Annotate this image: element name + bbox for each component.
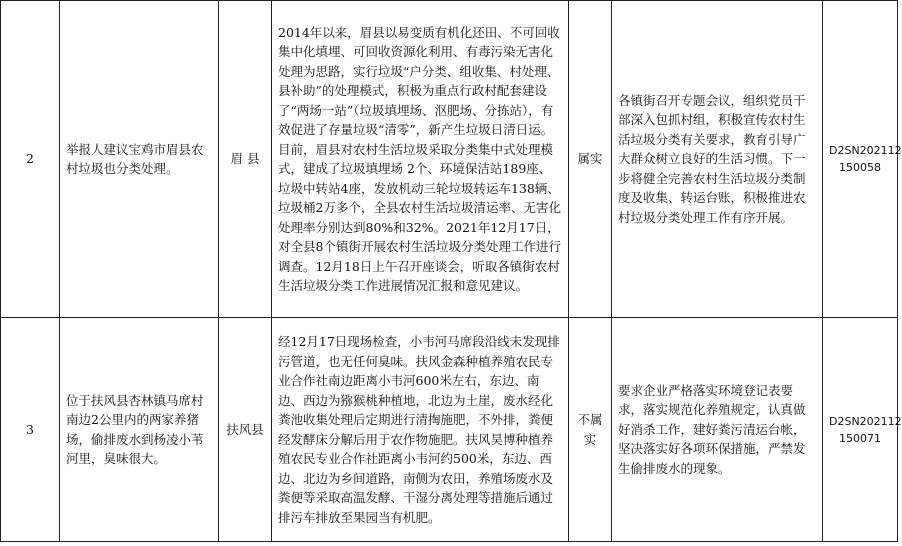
- complaint-content: 位于扶风县杏林镇马席村南边2公里内的两家养猪场，偷排废水到杨凌小苇河里，臭味很大。: [60, 318, 219, 542]
- investigation-details: 2014年以来，眉县以易变质有机化还田、不可回收集中化填埋、可回收资源化利用、有毒污染无害化处理为思路，实行垃圾“户分类、组收集、村处理、县补助”的处理模式，积极为重点行政村配套建设了“两场一站”（垃圾填埋场、沤肥场、分拣站），有效促进了存量垃圾“清零”，新产生垃圾日清日运。目前，眉县对农村生活垃圾采取分类集中式处理模式，建成了垃圾填埋场 2个、环境保洁站189座、垃圾中转站4座，发放机动三轮垃圾转运车138辆、垃圾桶2万多个，全县农村生活垃圾清运率、无害化处理率分别达到80%和32%。2021年12月17日，对全县8个镇街开展农村生活垃圾分类处理工作进行调查。12月18日上午召开座谈会，听取各镇街农村生活垃圾分类工作进展情况汇报和意见建议。: [272, 1, 569, 318]
- case-id-line1: D2SN202112: [829, 414, 902, 428]
- case-id-line2: 150071: [839, 431, 881, 445]
- administrative-area: 眉 县: [219, 1, 272, 318]
- table-row: [1, 1, 898, 318]
- case-id-line2: 150058: [839, 161, 881, 174]
- verification-status: 属实: [569, 1, 612, 318]
- table-row: [1, 318, 898, 542]
- row-number: 3: [1, 318, 60, 542]
- case-id: [823, 1, 902, 318]
- investigation-details: 经12月17日现场检查，小韦河马席段沿线未发现排污管道，也无任何臭味。扶风金森种植养殖农民专业合作社南边距离小韦河600米左右，东边、南边、西边为猕猴桃种植地，北边为土崖，废水经化粪池收集处理后定期进行清掏施肥，不外排，粪便经发酵床分解后用于农作物施肥。扶风昊博种植养殖农民专业合作社距离小韦河约500米，东边、西边、北边为乡间道路，南侧为农田，养殖场废水及粪便等采取高温发酵、干湿分离处理等措施后通过排污车排放至果园当有机肥。: [272, 318, 569, 542]
- handling-measures: 各镇街召开专题会议，组织党员干部深入包抓村组，积极宣传农村生活垃圾分类有关要求，教育引导广大群众树立良好的生活习惯。下一步将健全完善农村生活垃圾分类制度及收集、转运台账，积极推进农村垃圾分类处理工作有序开展。: [612, 1, 823, 318]
- handling-measures: 要求企业严格落实环境登记表要求，落实规范化养殖规定，认真做好消杀工作，建好粪污清运台帐，坚决落实好各项环保措施，严禁发生偷排废水的现象。: [612, 318, 823, 542]
- row-number: 2: [1, 1, 60, 318]
- complaint-content: 举报人建议宝鸡市眉县农村垃圾也分类处理。: [60, 1, 219, 318]
- case-id: [823, 318, 902, 542]
- case-id-line1: D2SN202112: [829, 144, 902, 157]
- verification-status: 不属实: [569, 318, 612, 542]
- administrative-area: 扶风县: [219, 318, 272, 542]
